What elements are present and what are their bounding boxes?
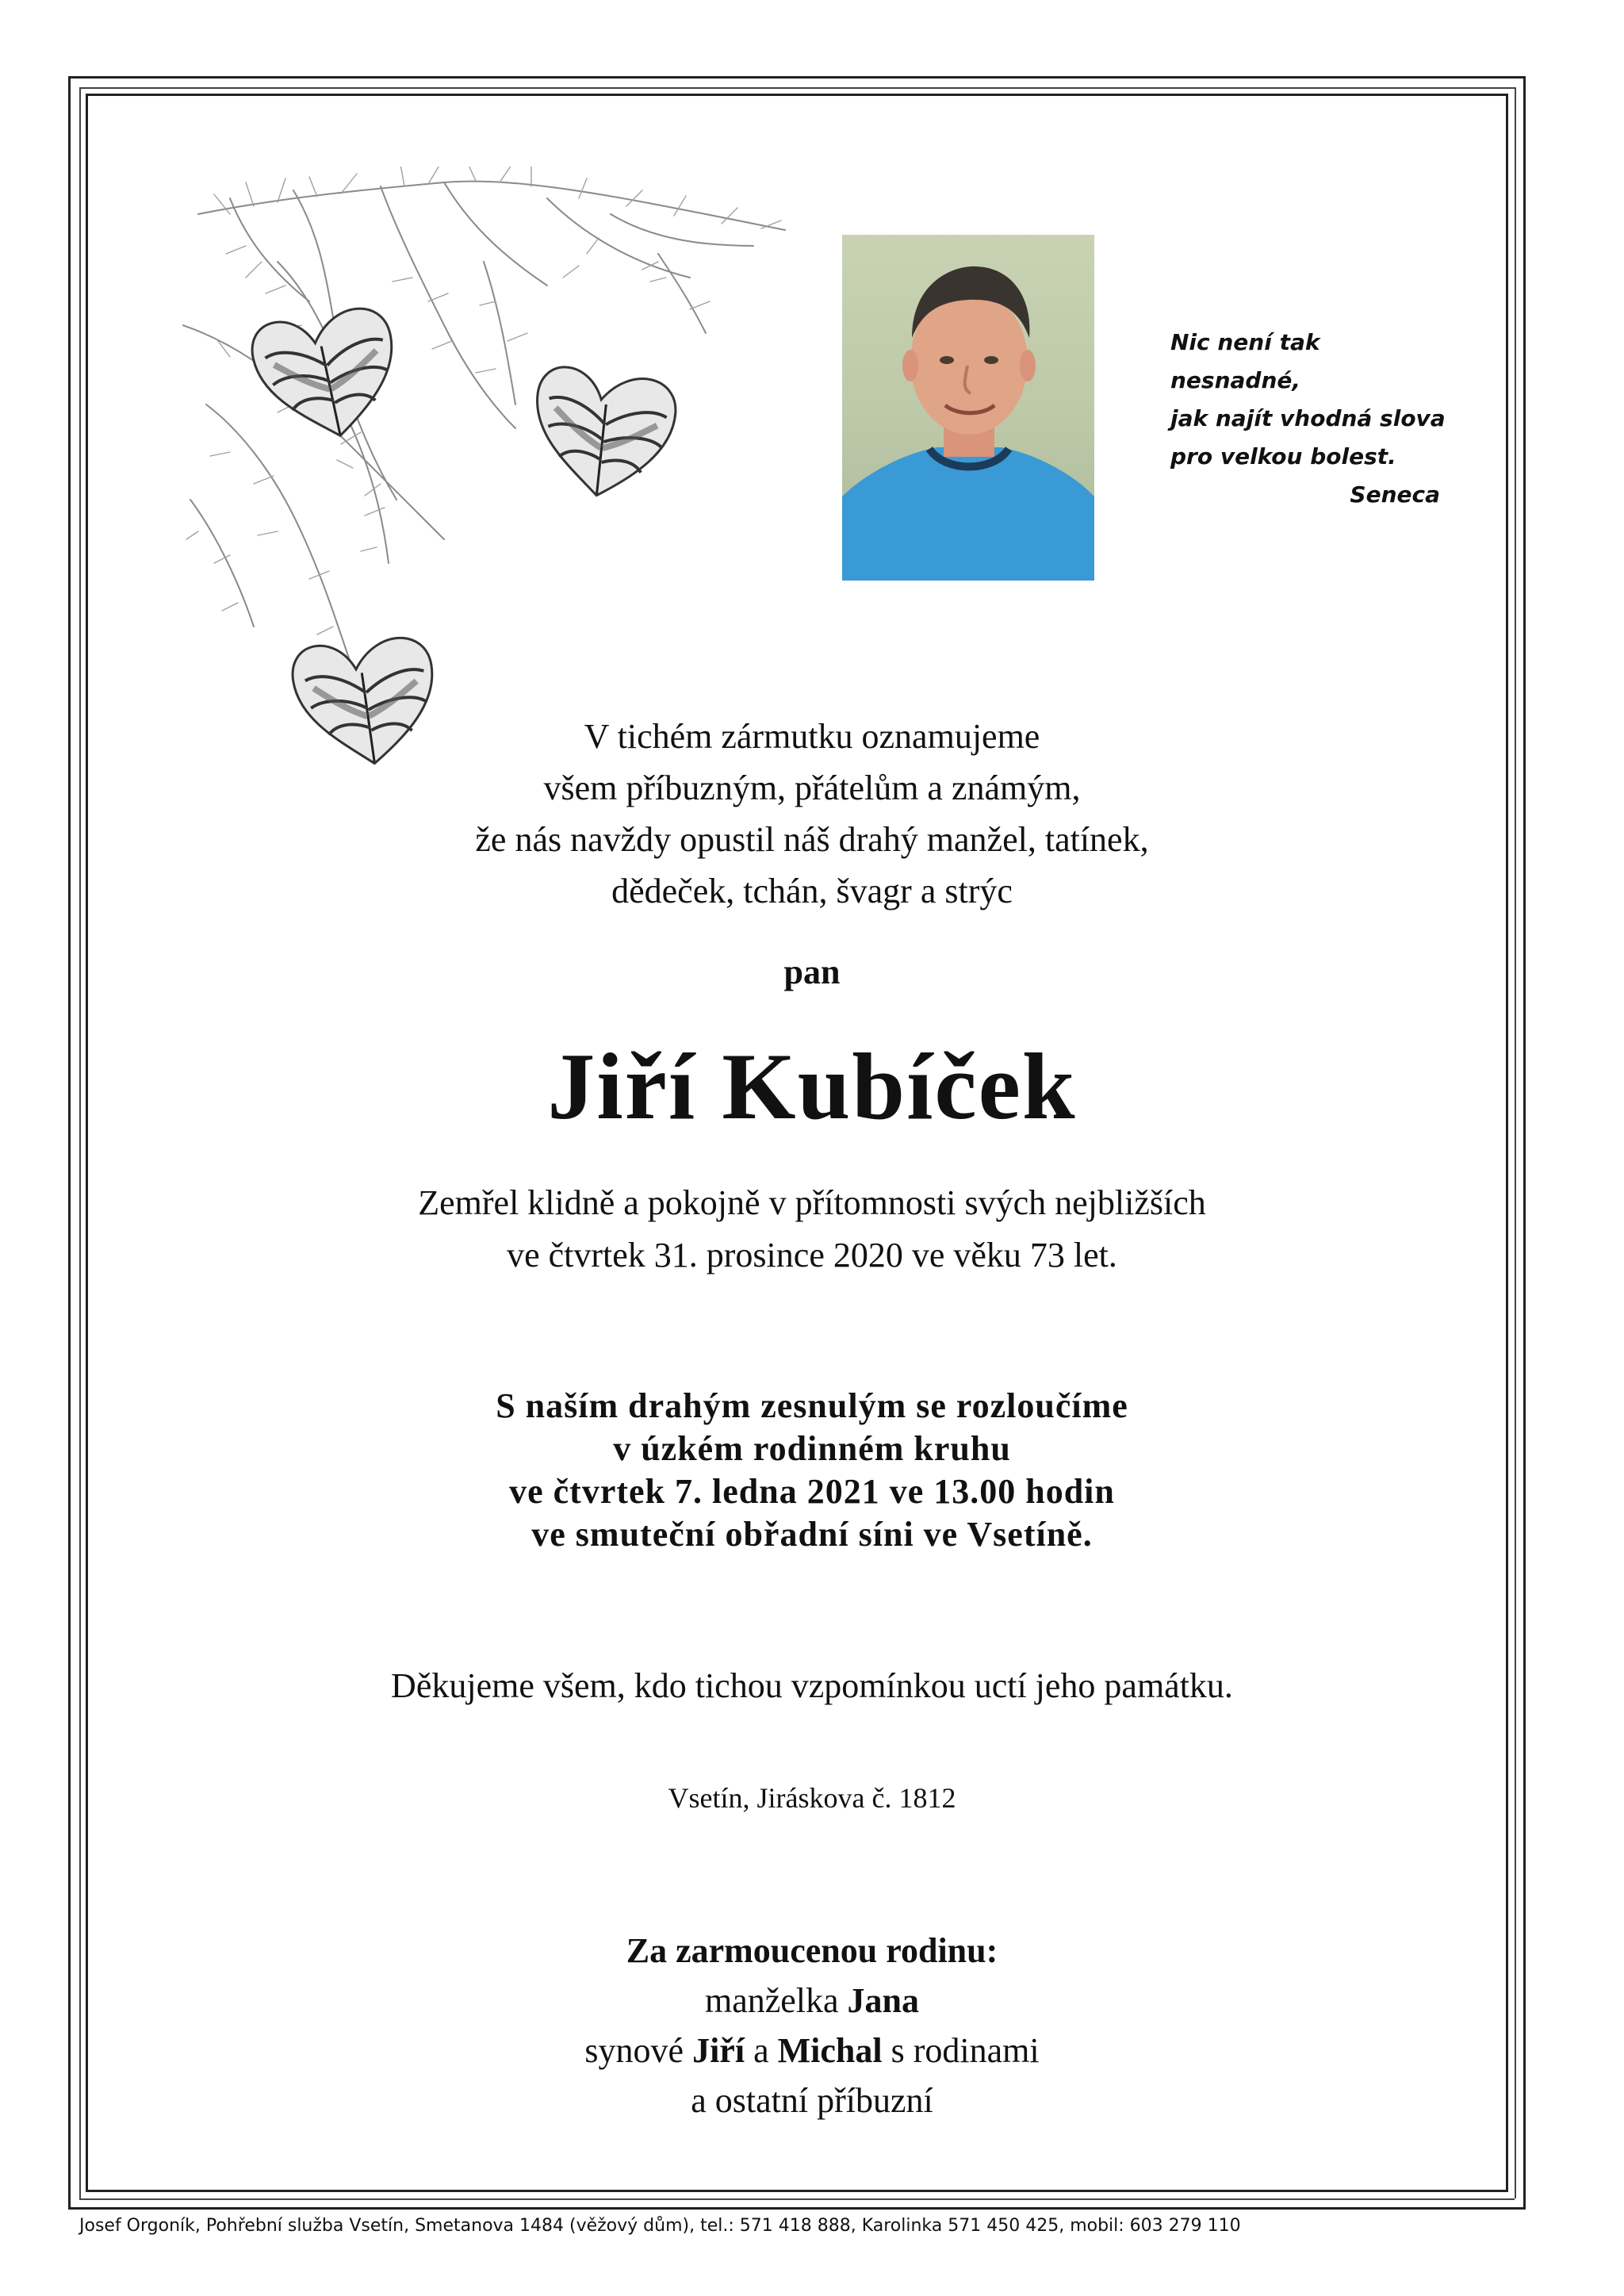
portrait-photo <box>842 235 1094 581</box>
death-notice <box>0 1177 1624 1282</box>
announcement-line: že nás navždy opustil náš drahý manžel, tatínek, <box>475 820 1149 859</box>
address-line: Vsetín, Jiráskova č. 1812 <box>668 1782 956 1814</box>
death-line: Zemřel klidně a pokojně v přítomnosti svých nejbližších <box>418 1183 1206 1222</box>
wife-prefix: manželka <box>704 1981 848 2020</box>
family-others-line: a ostatní příbuzní <box>691 2081 933 2120</box>
sons-suffix: s rodinami <box>882 2031 1040 2070</box>
thanks-line: Děkujeme všem, kdo tichou vzpomínkou uctí jeho památku. <box>391 1666 1233 1705</box>
page-border-rule <box>1515 87 1516 2198</box>
family-signature <box>0 1926 1624 2125</box>
sons-prefix: synové <box>584 2031 693 2070</box>
sons-and: a <box>745 2031 778 2070</box>
farewell-line: v úzkém rodinném kruhu <box>613 1429 1011 1468</box>
quote-line: pro velkou bolest. <box>1170 443 1396 470</box>
quote <box>1170 324 1456 514</box>
announcement-line: dědeček, tchán, švagr a strýc <box>611 872 1013 910</box>
funeral-service-footer: Josef Orgoník, Pohřební služba Vsetín, Smetanova 1484 (věžový dům), tel.: 571 418 888, Karolinka 571 450 425, mobil: 603 279 110 <box>79 2216 1241 2236</box>
farewell-line: ve smuteční obřadní síni ve Vsetíně. <box>531 1515 1093 1554</box>
son-name: Jiří <box>692 2031 745 2070</box>
family-sons-line <box>0 2026 1624 2076</box>
death-line: ve čtvrtek 31. prosince 2020 ve věku 73 let. <box>507 1236 1117 1274</box>
announcement-text <box>0 711 1624 917</box>
family-wife-line <box>0 1976 1624 2026</box>
announcement-line: všem příbuzným, přátelům a známým, <box>543 769 1081 807</box>
page-border-rule <box>79 87 81 2198</box>
honorific: pan <box>783 953 841 991</box>
deceased-name: Jiří Kubíček <box>547 1033 1077 1139</box>
farewell-line: ve čtvrtek 7. ledna 2021 ve 13.00 hodin <box>509 1472 1115 1511</box>
quote-line: jak najít vhodná slova <box>1170 405 1446 431</box>
page-border-rule <box>79 2198 1515 2200</box>
farewell-line: S naším drahým zesnulým se rozloučíme <box>496 1386 1128 1425</box>
page-border-rule <box>79 87 1515 89</box>
quote-line: Nic není tak nesnadné, <box>1170 329 1320 393</box>
announcement-line: V tichém zármutku oznamujeme <box>584 717 1040 756</box>
wife-name: Jana <box>847 1981 920 2020</box>
quote-author: Seneca <box>1350 481 1440 508</box>
family-header: Za zarmoucenou rodinu: <box>626 1931 998 1970</box>
son-name: Michal <box>777 2031 883 2070</box>
farewell-notice <box>0 1385 1624 1556</box>
